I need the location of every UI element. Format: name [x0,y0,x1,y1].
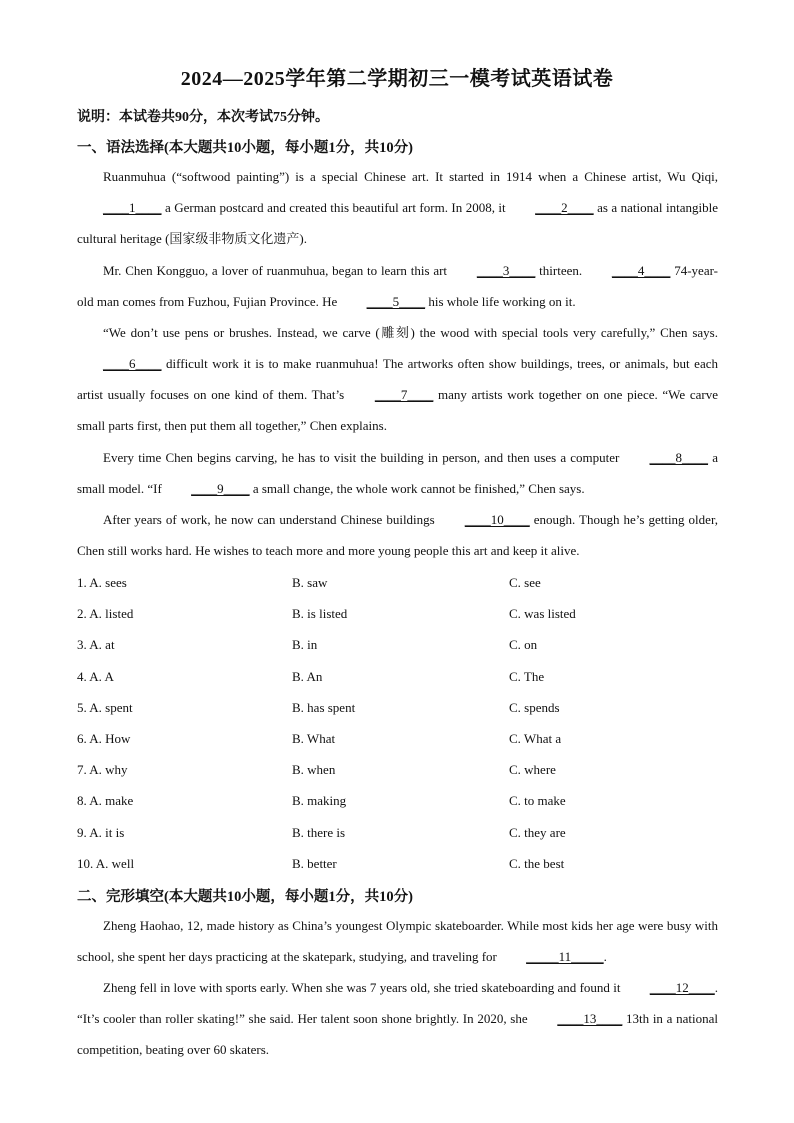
option-row [77,785,727,816]
option-b: B. better [292,855,337,871]
option-a: 3. A. at [77,637,115,653]
paragraph-text: Zheng fell in love with sports early. When she was 7 years old, she tried skateboarding and found it [103,980,624,995]
paragraph-text: 13th in a national competition, beating over 60 skaters. [77,1011,718,1057]
option-a: 5. A. spent [77,699,133,715]
option-a: 1. A. sees [77,575,127,590]
option-b: B. there is [292,824,346,840]
option-c: C. to make [509,793,566,809]
blank-6: ____6____ [103,356,162,371]
option-row [77,723,727,754]
blank-2: ____2____ [535,200,594,215]
paragraph-text: his whole life working on it. [425,294,576,309]
paragraph-text: Zheng Haohao, 12, made history as China’s youngest Olympic skateboarder. While most kids her age were busy with school, she spent her days practicing at the skatepark, studying, and traveling for [77,918,718,964]
option-b: B. in [292,637,318,653]
exam-note: 说明：本试卷共90分，本次考试75分钟。 [77,110,329,125]
paragraph-text: enough. Though he’s getting older, Chen still works hard. He wishes to teach more and more young people this art and keep it alive. [77,512,718,558]
blank-13: ____13____ [557,1011,623,1026]
option-c: C. where [509,762,556,778]
option-row [77,692,727,723]
option-c: C. The [509,668,545,684]
section-1-paragraph-2 [77,255,718,317]
blank-3: ____3____ [476,263,536,278]
option-b: B. saw [292,575,328,590]
paragraph-text: Ruanmuhua (“softwood painting”) is a special Chinese art. It started in 1914 when a Chinese artist, Wu Qiqi, [103,169,718,184]
paragraph-text: . “It’s cooler than roller skating!” she said. Her talent soon shone brightly. In 2020, she [77,980,718,1026]
blank-7: ____7____ [374,387,434,402]
section-2-paragraph-2 [77,972,718,1065]
option-c: C. they are [509,824,566,840]
section-1-paragraph-5 [77,504,718,566]
paragraph-text: a small change, the whole work cannot be finished,” Chen says. [249,481,585,496]
option-b: B. making [292,793,347,809]
blank-11: _____11_____ [526,949,604,964]
option-c: C. the best [509,855,565,871]
blank-8: ____8____ [649,450,709,465]
paragraph-text: a German postcard and created this beautiful art form. In 2008, it [161,200,510,215]
blank-9: ____9____ [191,481,250,496]
paragraph-text: many artists work together on one piece. “We carve small parts first, then put them all together,” Chen explains. [77,387,718,433]
option-c: C. What a [509,730,562,746]
blank-12: ____12____ [649,980,715,995]
option-row [77,629,727,660]
paragraph-text: Mr. Chen Kongguo, a lover of ruanmuhua, began to learn this art [103,263,451,278]
paragraph-text: . [603,949,607,964]
paragraph-text: After years of work, he now can understand Chinese buildings [103,512,439,527]
section-1-heading: 一、语法选择(本大题共10小题，每小题1分，共10分) [77,140,413,156]
blank-10: ____10____ [464,512,530,527]
option-b: B. has spent [292,699,356,715]
option-c: C. was listed [509,606,576,622]
section-2-heading: 二、完形填空(本大题共10小题，每小题1分，共10分) [77,889,413,905]
blank-4: ____4____ [611,263,671,278]
option-row [77,567,727,598]
section-2-paragraph-1 [77,910,718,972]
answer-options [77,567,727,879]
option-b: B. is listed [292,606,348,622]
paragraph-text: as a national intangible cultural heritage (国家级非物质文化遗产). [77,200,718,246]
option-a: 2. A. listed [77,606,134,622]
option-row [77,848,727,879]
option-a: 4. A. A [77,668,114,684]
paragraph-text: a small model. “If [77,450,718,496]
option-b: B. What [292,730,336,746]
option-row [77,598,727,629]
option-b: B. when [292,762,336,778]
section-1-paragraph-4 [77,442,718,504]
option-row [77,817,727,848]
option-a: 8. A. make [77,793,134,809]
option-b: B. An [292,668,323,684]
paragraph-text: 74-year-old man comes from Fuzhou, Fujian Province. He [77,263,718,309]
option-c: C. see [509,575,541,590]
paragraph-text: thirteen. [535,263,586,278]
option-a: 6. A. How [77,730,131,746]
section-1-paragraph-1 [77,161,718,254]
blank-1: ____1____ [103,200,162,215]
option-a: 9. A. it is [77,824,125,840]
option-c: C. on [509,637,538,653]
paragraph-text: “We don’t use pens or brushes. Instead, we carve (雕刻) the wood with special tools very carefully,” Chen says. [103,325,718,340]
paragraph-text: difficult work it is to make ruanmuhua! The artworks often show buildings, trees, or animals, but each artist usually focuses on one kind of them. That’s [77,356,718,402]
option-row [77,754,727,785]
option-row [77,661,727,692]
option-a: 7. A. why [77,762,128,778]
option-a: 10. A. well [77,855,135,871]
paragraph-text: Every time Chen begins carving, he has to visit the building in person, and then uses a computer [103,450,624,465]
option-c: C. spends [509,699,560,715]
blank-5: ____5____ [366,294,426,309]
page-title: 2024—2025学年第二学期初三一模考试英语试卷 [180,68,614,90]
section-1-paragraph-3 [77,317,718,441]
